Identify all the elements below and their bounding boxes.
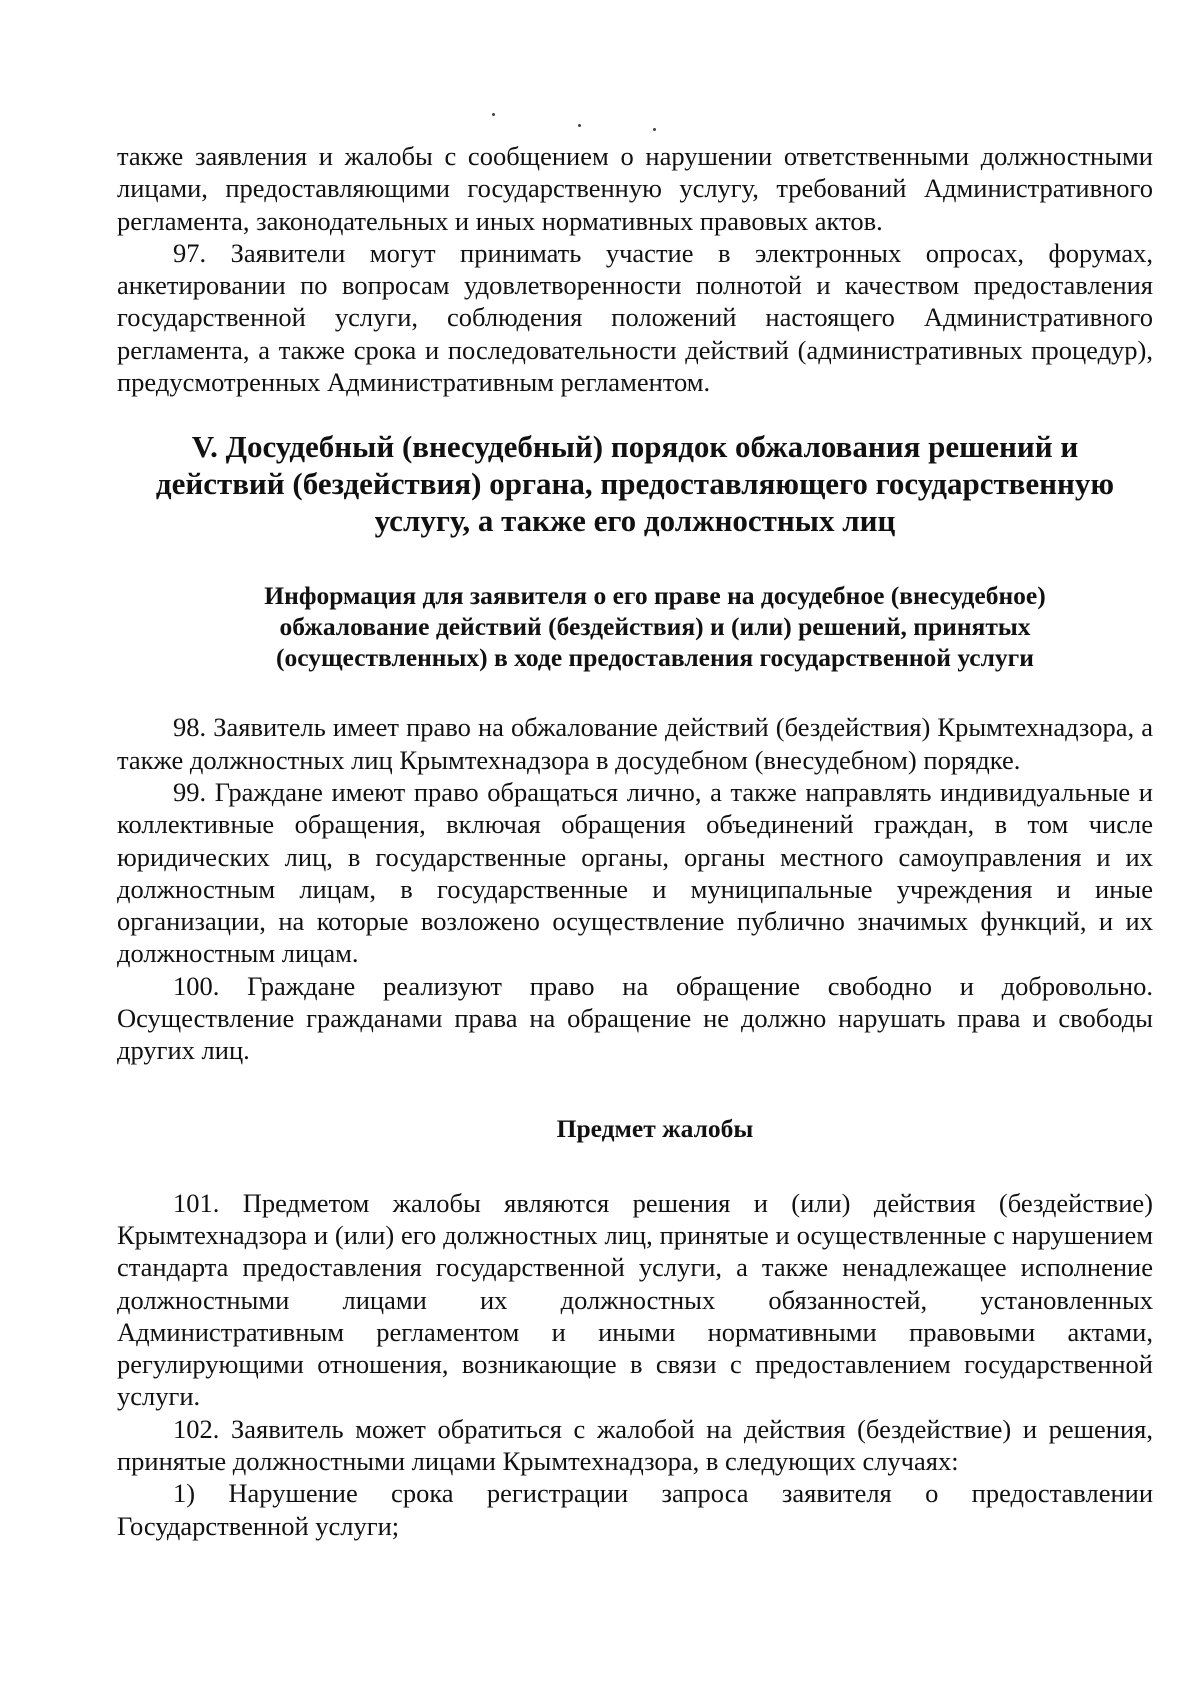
subsection-title-line: обжалование действий (бездействия) и (или) решений, принятых <box>279 612 1031 642</box>
chapter-title-line: V. Досудебный (внесудебный) порядок обжалования решений и <box>191 429 1079 465</box>
chapter-title <box>117 428 1153 539</box>
subsection-title-line: Информация для заявителя о его праве на досудебное (внесудебное) <box>264 581 1046 611</box>
subsection-title-subject <box>117 1113 1153 1144</box>
chapter-title-line: услугу, а также его должностных лиц <box>374 503 896 539</box>
paragraph-100: 100. Граждане реализуют право на обращение свободно и добровольно. Осуществление гражданами права на обращение не должно нарушать права и свободы других лиц. <box>117 970 1153 1066</box>
scan-speck <box>492 113 495 116</box>
paragraph-continuation: также заявления и жалобы с сообщением о нарушении ответственными должностными лицами, предоставляющими государственную услугу, требований Административного регламента, законодательных и иных нормативных правовых актов. <box>117 141 1153 236</box>
paragraph-101: 101. Предметом жалобы являются решения и (или) действия (бездействие) Крымтехнадзора и (или) его должностных лиц, принятые и осуществленные с нарушением стандарта предоставления государственной услуги, а также ненадлежащее исполнение должностными лицами их должностных обязанностей, установленных Административным регламентом и иными нормативными правовыми актами, регулирующими отношения, возникающие в связи с предоставлением государственной услуги. <box>117 1187 1153 1412</box>
subsection-title-line: Предмет жалобы <box>556 1113 754 1143</box>
list-item-1: 1) Нарушение срока регистрации запроса заявителя о предоставлении Государственной услуги; <box>117 1478 1153 1541</box>
chapter-title-line: действий (бездействия) органа, предоставляющего государственную <box>155 466 1115 502</box>
paragraph-99: 99. Граждане имеют право обращаться лично, а также направлять индивидуальные и коллективные обращения, включая обращения объединений граждан, в том числе юридических лиц, в государственные органы, органы местного самоуправления и их должностным лицам, в государственные и муниципальные учреждения и иные организации, на которые возложено осуществление публично значимых функций, и их должностным лицам. <box>117 776 1153 969</box>
scan-speck <box>653 128 656 131</box>
paragraph-102: 102. Заявитель может обратиться с жалобой на действия (бездействие) и решения, принятые должностными лицами Крымтехнадзора, в следующих случаях: <box>117 1413 1153 1477</box>
scan-speck <box>578 124 581 127</box>
document-page <box>117 140 1153 1542</box>
subsection-title-line: (осуществленных) в ходе предоставления государственной услуги <box>276 643 1034 673</box>
paragraph-98: 98. Заявитель имеет право на обжалование действий (бездействия) Крымтехнадзора, а также должностных лиц Крымтехнадзора в досудебном (внесудебном) порядке. <box>117 712 1153 775</box>
subject-paragraphs <box>117 1187 1153 1542</box>
info-paragraphs <box>117 711 1153 1066</box>
subsection-title-info <box>117 580 1153 673</box>
paragraph-97: 97. Заявители могут принимать участие в электронных опросах, форумах, анкетировании по вопросам удовлетворенности полнотой и качеством предоставления государственной услуги, соблюдения положений настоящего Административного регламента, а также срока и последовательности действий (административных процедур), предусмотренных Административным регламентом. <box>117 237 1153 398</box>
